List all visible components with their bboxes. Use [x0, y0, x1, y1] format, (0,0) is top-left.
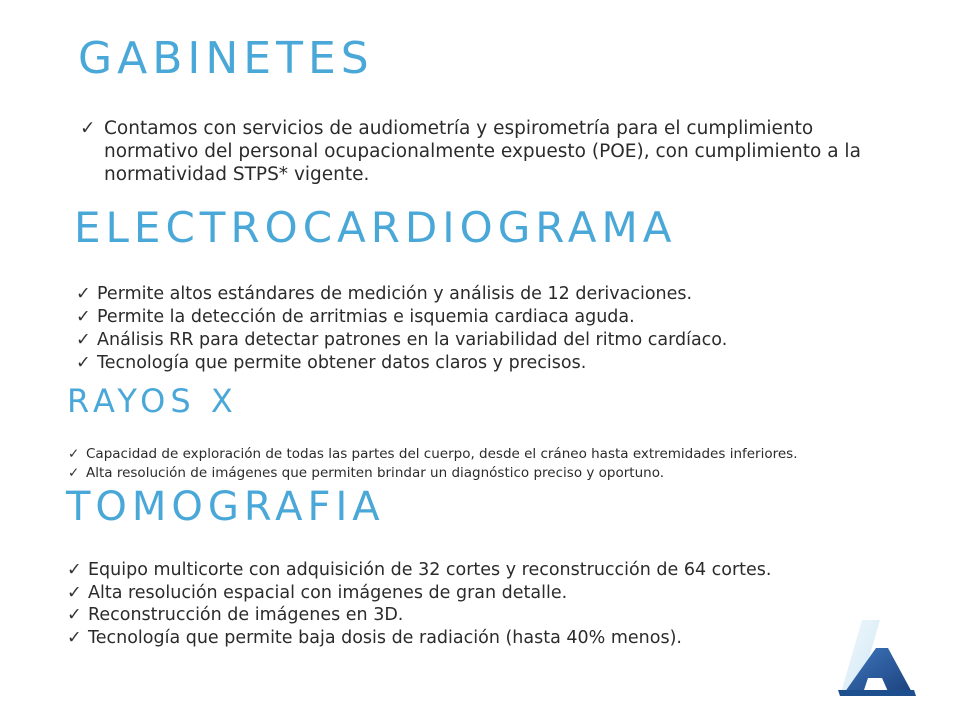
gabinetes-list — [80, 117, 864, 186]
section-title-gabinetes: GABINETES — [78, 33, 374, 84]
check-icon: ✓ — [76, 353, 91, 373]
list-item-text: Permite la detección de arritmias e isquemia cardiaca aguda. — [97, 307, 635, 327]
list-item-text: Capacidad de exploración de todas las partes del cuerpo, desde el cráneo hasta extremidades inferiores. — [86, 446, 798, 462]
check-icon: ✓ — [76, 307, 91, 327]
list-item-text: Reconstrucción de imágenes en 3D. — [88, 605, 404, 625]
rayos-x-list — [68, 445, 798, 483]
list-item — [80, 117, 864, 186]
tomografia-list — [67, 559, 771, 649]
check-icon: ✓ — [67, 627, 82, 648]
check-icon: ✓ — [80, 118, 96, 139]
list-item — [76, 283, 727, 306]
logo-dark-base — [838, 690, 916, 696]
list-item — [68, 445, 798, 464]
list-item-text: Tecnología que permite obtener datos claros y precisos. — [97, 353, 587, 373]
electrocardiograma-list — [76, 283, 727, 375]
check-icon: ✓ — [67, 605, 82, 625]
list-item — [67, 604, 771, 627]
section-title-tomografia: TOMOGRAFIA — [66, 484, 385, 530]
check-icon: ✓ — [76, 330, 91, 350]
list-item-text: Tecnología que permite baja dosis de radiación (hasta 40% menos). — [88, 627, 682, 648]
list-item-text: Alta resolución espacial con imágenes de gran detalle. — [88, 582, 568, 603]
list-item — [76, 329, 727, 352]
list-item — [67, 559, 771, 582]
list-item-text: Equipo multicorte con adquisición de 32 cortes y reconstrucción de 64 cortes. — [88, 560, 772, 580]
list-item-text: Análisis RR para detectar patrones en la variabilidad del ritmo cardíaco. — [97, 330, 728, 350]
list-item — [76, 306, 727, 329]
check-icon: ✓ — [76, 284, 91, 304]
company-logo-icon — [838, 618, 916, 698]
check-icon: ✓ — [67, 560, 82, 580]
check-icon: ✓ — [67, 582, 82, 603]
list-item-text: Alta resolución de imágenes que permiten brindar un diagnóstico preciso y oportuno. — [86, 465, 665, 481]
list-item — [68, 464, 798, 483]
list-item-text: Permite altos estándares de medición y análisis de 12 derivaciones. — [97, 284, 693, 304]
section-title-rayos-x: RAYOS X — [67, 382, 238, 420]
list-item — [67, 627, 771, 650]
list-item — [67, 582, 771, 605]
check-icon: ✓ — [68, 465, 80, 481]
list-item — [76, 352, 727, 375]
section-title-electrocardiograma: ELECTROCARDIOGRAMA — [74, 203, 677, 252]
check-icon: ✓ — [68, 446, 80, 462]
list-item-text: Contamos con servicios de audiometría y espirometría para el cumplimiento normativo del personal ocupacionalmente expuesto (POE), con cumplimiento a la normatividad STPS* vigente. — [104, 118, 861, 185]
